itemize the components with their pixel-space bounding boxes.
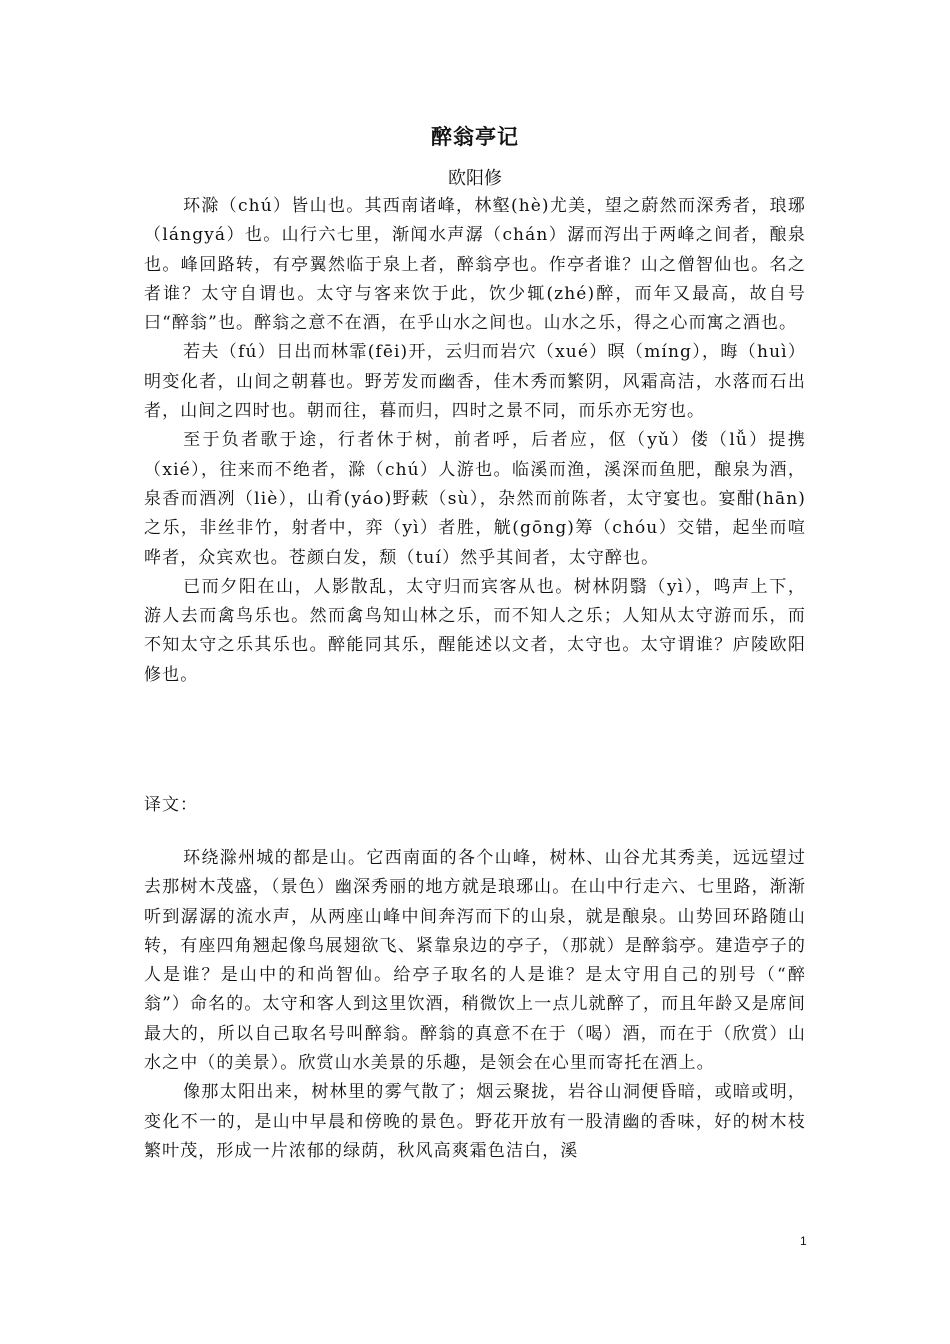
document-title: 醉翁亭记 (431, 125, 519, 149)
translation-text (144, 844, 806, 1166)
translation-heading: 译文： (144, 795, 198, 815)
author-name: 欧阳修 (448, 168, 502, 189)
page-number: 1 (800, 1234, 807, 1248)
original-paragraph-2: 若夫（fú）日出而林霏(fēi)开，云归而岩穴（xué）暝（míng），晦（huì）明变化者，山间之朝暮也。野芳发而幽香，佳木秀而繁阴，风霜高洁，水落而石出者，山间之四时也。朝而往，暮而归，四时之景不同，而乐亦无穷也。 (144, 342, 806, 422)
original-paragraph-4: 已而夕阳在山，人影散乱，太守归而宾客从也。树林阴翳（yì），鸣声上下，游人去而禽鸟乐也。然而禽鸟知山林之乐，而不知人之乐；人知从太守游而乐，而不知太守之乐其乐也。醉能同其乐，醒能述以文者，太守也。太守谓谁？庐陵欧阳修也。 (144, 576, 806, 685)
original-paragraph-3: 至于负者歌于途，行者休于树，前者呼，后者应，伛（yǔ）偻（lǚ）提携（xié），往来而不绝者，滁（chú）人游也。临溪而渔，溪深而鱼肥，酿泉为酒，泉香而酒冽（liè），山肴(yáo)野蔌（sù），杂然而前陈者，太守宴也。宴酣(hān)之乐，非丝非竹，射者中，弈（yì）者胜，觥(gōng)筹（chóu）交错，起坐而喧哗者，众宾欢也。苍颜白发，颓（tuí）然乎其间者，太守醉也。 (144, 430, 806, 568)
original-text (144, 192, 806, 690)
translation-paragraph-1: 环绕滁州城的都是山。它西南面的各个山峰，树林、山谷尤其秀美，远远望过去那树木茂盛，（景色）幽深秀丽的地方就是琅琊山。在山中行走六、七里路，渐渐听到潺潺的流水声，从两座山峰中间奔泻而下的山泉，就是酿泉。山势回环路随山转，有座四角翘起像鸟展翅欲飞、紧靠泉边的亭子，（那就）是醉翁亭。建造亭子的人是谁？是山中的和尚智仙。给亭子取名的人是谁？是太守用自己的别号（“醉翁”）命名的。太守和客人到这里饮酒，稍微饮上一点儿就醉了，而且年龄又是席间最大的，所以自己取名号叫醉翁。醉翁的真意不在于（喝）酒，而在于（欣赏）山水之中（的美景）。欣赏山水美景的乐趣，是领会在心里而寄托在酒上。 (144, 848, 806, 1074)
translation-paragraph-2: 像那太阳出来，树林里的雾气散了；烟云聚拢，岩谷山洞便昏暗，或暗或明，变化不一的，是山中早晨和傍晚的景色。野花开放有一股清幽的香味，好的树木枝繁叶茂，形成一片浓郁的绿荫，秋风高爽霜色洁白，溪 (144, 1082, 806, 1161)
original-paragraph-1: 环滁（chú）皆山也。其西南诸峰，林壑(hè)尤美，望之蔚然而深秀者，琅琊（lángyá）也。山行六七里，渐闻水声潺（chán）潺而泻出于两峰之间者，酿泉也。峰回路转，有亭翼然临于泉上者，醉翁亭也。作亭者谁？山之僧智仙也。名之者谁？太守自谓也。太守与客来饮于此，饮少辄(zhé)醉，而年又最高，故自号曰“醉翁”也。醉翁之意不在酒，在乎山水之间也。山水之乐，得之心而寓之酒也。 (144, 196, 806, 334)
